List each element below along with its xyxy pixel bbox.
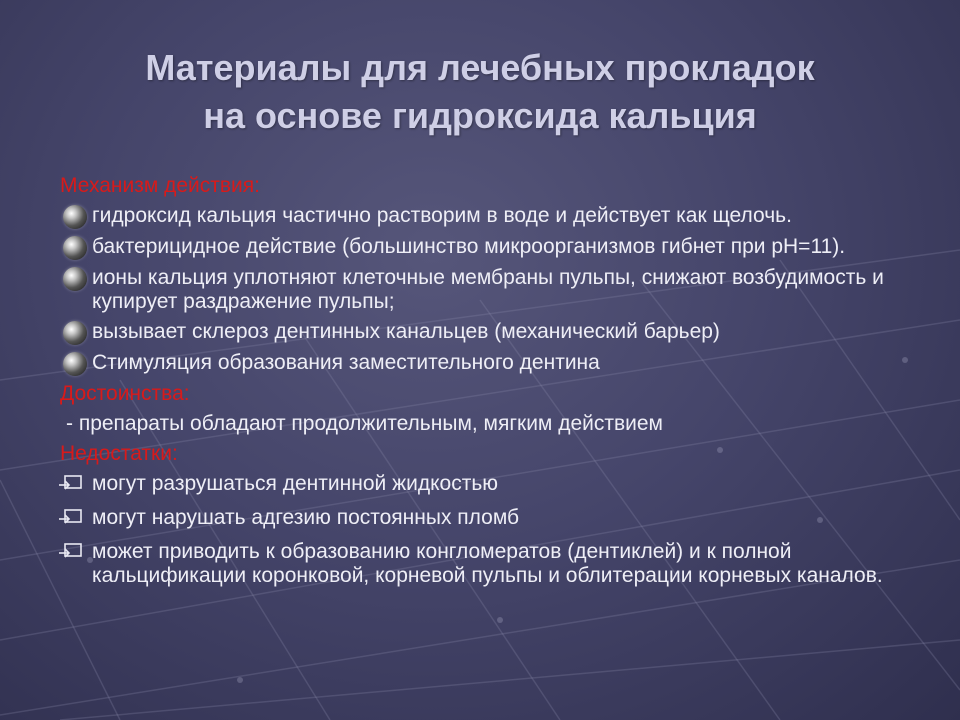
mechanism-item-text: вызывает склероз дентинных канальцев (механический барьер) — [92, 320, 720, 343]
sphere-bullet-icon — [63, 267, 87, 291]
mechanism-item-text: гидроксид кальция частично растворим в воде и действует как щелочь. — [92, 204, 792, 227]
sphere-bullet-icon — [63, 352, 87, 376]
advantage-item: - препараты обладают продолжительным, мягким действием — [66, 412, 663, 435]
mechanism-item — [58, 320, 918, 345]
slide-content — [58, 174, 918, 594]
slide-title — [40, 44, 920, 140]
title-line-2: на основе гидроксида кальция — [203, 95, 757, 136]
mechanism-item — [58, 235, 918, 260]
drawback-item-text: может приводить к образованию конгломератов (дентиклей) и к полной кальцификации коронковой, корневой пульпы и облитерации корневых каналов. — [92, 540, 883, 587]
sphere-bullet-icon — [63, 205, 87, 229]
drawback-item — [58, 506, 918, 534]
drawbacks-heading: Недостатки: — [60, 442, 178, 465]
box-arrow-icon — [58, 508, 84, 528]
mechanism-item-text: ионы кальция уплотняют клеточные мембраны пульпы, снижают возбудимость и купирует раздражение пульпы; — [92, 266, 884, 313]
box-arrow-icon — [58, 474, 84, 494]
drawback-item — [58, 540, 918, 588]
sphere-bullet-icon — [63, 236, 87, 260]
sphere-bullet-icon — [63, 321, 87, 345]
mechanism-item — [58, 351, 918, 376]
title-line-1: Материалы для лечебных прокладок — [145, 47, 815, 88]
drawback-item — [58, 472, 918, 500]
mechanism-item — [58, 204, 918, 229]
drawback-item-text: могут нарушать адгезию постоянных пломб — [92, 506, 520, 529]
mechanism-heading: Механизм действия: — [60, 174, 260, 197]
box-arrow-icon — [58, 542, 84, 562]
mechanism-item-text: Стимуляция образования заместительного дентина — [92, 351, 600, 374]
mechanism-item-text: бактерицидное действие (большинство микроорганизмов гибнет при pH=11). — [92, 235, 846, 258]
drawback-item-text: могут разрушаться дентинной жидкостью — [92, 472, 499, 495]
advantages-heading: Достоинства: — [60, 382, 190, 405]
mechanism-item — [58, 266, 918, 314]
